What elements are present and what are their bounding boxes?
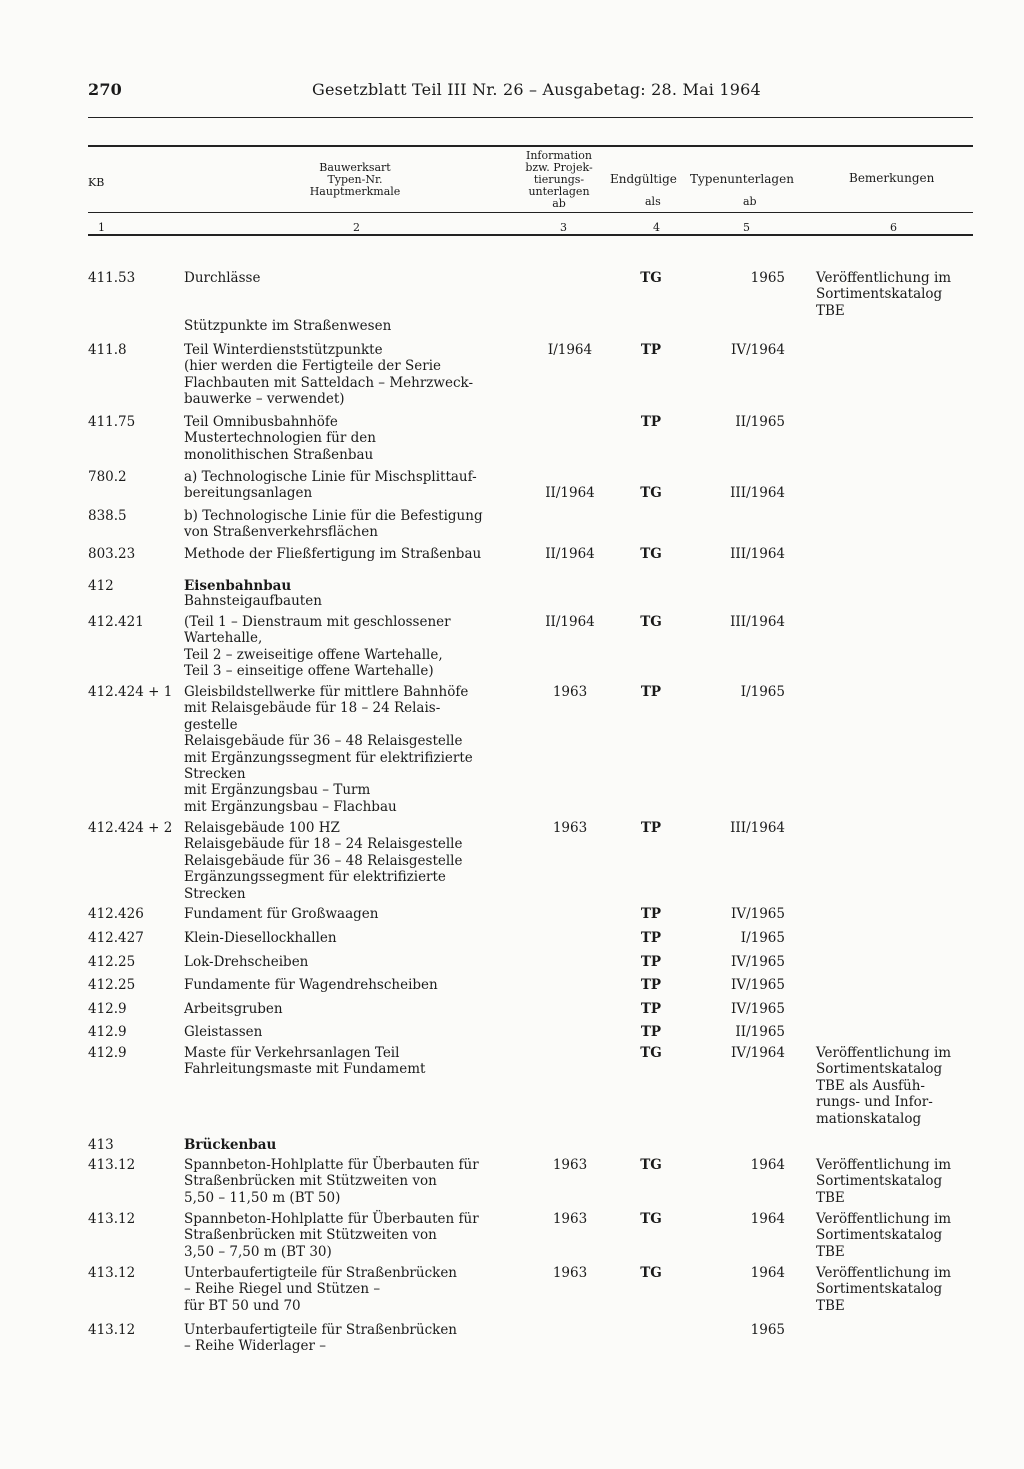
typenunterlagen-als: TP — [640, 954, 662, 970]
description-line: Spannbeton-Hohlplatte für Überbauten für — [184, 1157, 479, 1173]
description-line: Fahrleitungsmaste mit Fundamemt — [184, 1061, 426, 1078]
col-number: 2 — [353, 221, 360, 234]
typenunterlagen-als: TG — [640, 1265, 662, 1281]
kb-code: 411.8 — [88, 342, 127, 358]
description-line: mit Ergänzungssegment für elektrifizierte — [184, 749, 473, 766]
bemerkungen — [816, 1265, 986, 1314]
typenunterlagen-als: TP — [640, 930, 662, 946]
col-head-als: als — [645, 195, 661, 208]
typenunterlagen-ab: III/1964 — [730, 614, 785, 630]
description-line: Eisenbahnbau — [184, 578, 292, 594]
description-line: bauwerke – verwendet) — [184, 391, 345, 408]
bauwerksart-description — [184, 1001, 524, 1017]
column-number-rule — [88, 234, 973, 236]
description-line: a) Technologische Linie für Mischsplittauf- — [184, 469, 477, 485]
bemerkung-line: TBE — [816, 1189, 845, 1206]
kb-code: 780.2 — [88, 469, 127, 485]
bemerkungen — [816, 1157, 986, 1206]
description-line: monolithischen Straßenbau — [184, 446, 374, 463]
typenunterlagen-ab: 1965 — [750, 1322, 785, 1338]
description-line: Flachbauten mit Satteldach – Mehrzweck- — [184, 374, 474, 391]
typenunterlagen-ab: I/1965 — [740, 930, 785, 946]
description-line: mit Relaisgebäude für 18 – 24 Relais- — [184, 700, 441, 717]
bemerkung-line: TBE — [816, 1243, 845, 1260]
typenunterlagen-ab: IV/1965 — [731, 954, 785, 970]
description-line: Ergänzungssegment für elektrifizierte — [184, 869, 446, 886]
bauwerksart-description — [184, 1045, 524, 1078]
description-line: für BT 50 und 70 — [184, 1297, 301, 1314]
typenunterlagen-ab: IV/1964 — [731, 342, 785, 358]
bauwerksart-description — [184, 614, 524, 680]
bemerkung-line: Veröffentlichung im — [816, 1157, 952, 1173]
kb-code: 803.23 — [88, 546, 136, 562]
description-line: Unterbaufertigteile für Straßenbrücken — [184, 1322, 458, 1338]
kb-code: 411.75 — [88, 414, 136, 430]
kb-code: 412.424 + 2 — [88, 820, 173, 836]
typenunterlagen-als: TP — [640, 977, 662, 993]
bemerkung-line: Sortimentskatalog — [816, 1173, 943, 1190]
description-line: Lok-Drehscheiben — [184, 954, 309, 970]
kb-code: 412.424 + 1 — [88, 684, 173, 700]
kb-code: 412.9 — [88, 1045, 127, 1061]
kb-code: 413.12 — [88, 1211, 136, 1227]
kb-code: 412.427 — [88, 930, 144, 946]
description-line: Arbeitsgruben — [184, 1001, 283, 1017]
page-title: Gesetzblatt Teil III Nr. 26 – Ausgabetag: 28. Mai 1964 — [312, 80, 761, 99]
page-number: 270 — [88, 80, 122, 99]
description-line: Teil Omnibusbahnhöfe — [184, 414, 338, 430]
kb-code: 412.421 — [88, 614, 144, 630]
header-rule — [88, 117, 973, 118]
description-line: – Reihe Widerlager – — [184, 1338, 327, 1355]
bemerkung-line: TBE — [816, 1297, 845, 1314]
col-number: 6 — [890, 221, 897, 234]
typenunterlagen-als: TG — [640, 1157, 662, 1173]
col-head-typenunterlagen: Typenunterlagen — [690, 172, 794, 186]
description-line: Straßenbrücken mit Stützweiten von — [184, 1173, 437, 1190]
typenunterlagen-ab: IV/1965 — [731, 1001, 785, 1017]
kb-code: 412.9 — [88, 1024, 127, 1040]
description-line: Gleistassen — [184, 1024, 263, 1040]
typenunterlagen-ab: I/1965 — [740, 684, 785, 700]
bemerkung-line: TBE — [816, 302, 845, 319]
kb-code: 413 — [88, 1137, 114, 1153]
bauwerksart-description — [184, 977, 524, 993]
bauwerksart-description — [184, 508, 524, 541]
kb-code: 412 — [88, 578, 114, 594]
description-line: Maste für Verkehrsanlagen Teil — [184, 1045, 400, 1061]
col-number: 1 — [98, 221, 105, 234]
typenunterlagen-ab: III/1964 — [730, 485, 785, 502]
kb-code: 838.5 — [88, 508, 127, 524]
bauwerksart-description — [184, 1265, 524, 1314]
typenunterlagen-ab: IV/1965 — [731, 977, 785, 993]
bemerkung-line: mationskatalog — [816, 1110, 922, 1127]
bauwerksart-description — [184, 578, 524, 594]
bauwerksart-description — [184, 593, 524, 609]
description-line: Methode der Fließfertigung im Straßenbau — [184, 546, 482, 562]
kb-code: 413.12 — [88, 1265, 136, 1281]
description-line: Straßenbrücken mit Stützweiten von — [184, 1227, 437, 1244]
bemerkung-line: Veröffentlichung im — [816, 1211, 952, 1227]
typenunterlagen-als: TG — [640, 614, 662, 630]
description-line: 3,50 – 7,50 m (BT 30) — [184, 1243, 332, 1260]
bemerkung-line: Sortimentskatalog — [816, 1227, 943, 1244]
bauwerksart-description — [184, 469, 524, 502]
description-line: Bahnsteigaufbauten — [184, 593, 322, 609]
bauwerksart-description — [184, 820, 524, 902]
description-line: Stützpunkte im Straßenwesen — [184, 318, 392, 334]
bauwerksart-description — [184, 684, 524, 815]
typenunterlagen-als: TP — [640, 820, 662, 836]
typenunterlagen-als: TG — [640, 485, 662, 502]
bauwerksart-description — [184, 342, 524, 408]
description-line: Wartehalle, — [184, 630, 263, 647]
bemerkung-line: Veröffentlichung im — [816, 1265, 952, 1281]
information-ab: 1963 — [552, 1265, 588, 1281]
typenunterlagen-ab: II/1965 — [735, 1024, 785, 1040]
description-line: Teil 2 – zweiseitige offene Wartehalle, — [184, 646, 443, 663]
description-line: Teil Winterdienststützpunkte — [184, 342, 383, 358]
bauwerksart-description — [184, 546, 524, 562]
description-line: b) Technologische Linie für die Befestigung — [184, 508, 483, 524]
bauwerksart-description — [184, 1137, 524, 1153]
information-ab: 1963 — [552, 1157, 588, 1173]
col-head-endgueltige: Endgültige — [610, 172, 677, 186]
description-line: bereitungsanlagen — [184, 485, 313, 502]
description-line: Relaisgebäude für 36 – 48 Relaisgestelle — [184, 733, 463, 750]
bauwerksart-description — [184, 1211, 524, 1260]
bemerkung-line: rungs- und Infor- — [816, 1094, 933, 1111]
bemerkungen — [816, 1045, 986, 1127]
information-ab: II/1964 — [545, 546, 595, 562]
description-line: Spannbeton-Hohlplatte für Überbauten für — [184, 1211, 479, 1227]
description-line: Brückenbau — [184, 1137, 277, 1153]
kb-code: 413.12 — [88, 1322, 136, 1338]
typenunterlagen-als: TP — [640, 342, 662, 358]
information-ab: II/1964 — [545, 614, 595, 630]
information-ab: 1963 — [552, 1211, 588, 1227]
description-line: Gleisbildstellwerke für mittlere Bahnhöfe — [184, 684, 469, 700]
typenunterlagen-als: TP — [640, 906, 662, 922]
description-line: (Teil 1 – Dienstraum mit geschlossener — [184, 614, 451, 630]
kb-code: 411.53 — [88, 270, 136, 286]
description-line: Fundament für Großwaagen — [184, 906, 379, 922]
col-head-information: Information bzw. Projek- tierungs- unterlagen ab — [525, 149, 593, 210]
bauwerksart-description — [184, 954, 524, 970]
description-line: Fundamente für Wagendrehscheiben — [184, 977, 438, 993]
bemerkung-line: Sortimentskatalog — [816, 1061, 943, 1078]
information-ab: 1963 — [552, 684, 588, 700]
col-head-kb: KB — [88, 176, 105, 189]
description-line: Strecken — [184, 885, 246, 902]
description-line: Teil 3 – einseitige offene Wartehalle) — [184, 663, 434, 680]
kb-code: 412.426 — [88, 906, 144, 922]
col-number: 3 — [560, 221, 567, 234]
description-line: Relaisgebäude 100 HZ — [184, 820, 340, 836]
description-line: Unterbaufertigteile für Straßenbrücken — [184, 1265, 458, 1281]
description-line: Relaisgebäude für 36 – 48 Relaisgestelle — [184, 852, 463, 869]
typenunterlagen-als: TP — [640, 1024, 662, 1040]
table-top-rule — [88, 145, 973, 147]
bemerkung-line: TBE als Ausfüh- — [816, 1077, 925, 1094]
column-head-rule — [88, 212, 973, 213]
description-line: Mustertechnologien für den — [184, 430, 376, 447]
bemerkungen — [816, 1211, 986, 1260]
description-line: mit Ergänzungsbau – Turm — [184, 782, 371, 799]
typenunterlagen-ab: II/1965 — [735, 414, 785, 430]
bauwerksart-description — [184, 906, 524, 922]
typenunterlagen-ab: 1965 — [750, 270, 785, 286]
typenunterlagen-als: TP — [640, 1001, 662, 1017]
typenunterlagen-als: TG — [640, 546, 662, 562]
bemerkung-line: Sortimentskatalog — [816, 286, 943, 303]
bemerkung-line: Veröffentlichung im — [816, 1045, 952, 1061]
typenunterlagen-als: TP — [640, 414, 662, 430]
typenunterlagen-als: TP — [640, 684, 662, 700]
typenunterlagen-als: TG — [640, 1211, 662, 1227]
kb-code: 412.25 — [88, 954, 136, 970]
bauwerksart-description — [184, 414, 524, 463]
description-line: Klein-Diesellockhallen — [184, 930, 337, 946]
col-number: 4 — [653, 221, 660, 234]
typenunterlagen-ab: 1964 — [750, 1157, 785, 1173]
bauwerksart-description — [184, 270, 524, 286]
information-ab: 1963 — [552, 820, 588, 836]
bauwerksart-description — [184, 1322, 524, 1355]
information-ab: I/1964 — [547, 342, 593, 358]
description-line: Durchlässe — [184, 270, 261, 286]
typenunterlagen-ab: III/1964 — [730, 546, 785, 562]
description-line: Relaisgebäude für 18 – 24 Relaisgestelle — [184, 836, 463, 853]
description-line: mit Ergänzungsbau – Flachbau — [184, 798, 397, 815]
typenunterlagen-ab: IV/1965 — [731, 906, 785, 922]
bauwerksart-description — [184, 318, 524, 334]
typenunterlagen-ab: III/1964 — [730, 820, 785, 836]
bemerkung-line: Veröffentlichung im — [816, 270, 952, 286]
col-head-bauwerksart: Bauwerksart Typen-Nr. Hauptmerkmale — [309, 161, 401, 198]
description-line: 5,50 – 11,50 m (BT 50) — [184, 1189, 341, 1206]
kb-code: 413.12 — [88, 1157, 136, 1173]
typenunterlagen-ab: 1964 — [750, 1265, 785, 1281]
description-line: (hier werden die Fertigteile der Serie — [184, 358, 442, 375]
description-line: gestelle — [184, 716, 238, 733]
bauwerksart-description — [184, 930, 524, 946]
bauwerksart-description — [184, 1024, 524, 1040]
col-number: 5 — [743, 221, 750, 234]
typenunterlagen-als: TG — [640, 1045, 662, 1061]
kb-code: 412.9 — [88, 1001, 127, 1017]
description-line: Strecken — [184, 766, 246, 783]
typenunterlagen-ab: IV/1964 — [731, 1045, 785, 1061]
typenunterlagen-ab: 1964 — [750, 1211, 785, 1227]
col-head-bemerkungen: Bemerkungen — [849, 171, 935, 185]
kb-code: 412.25 — [88, 977, 136, 993]
bemerkung-line: Sortimentskatalog — [816, 1281, 943, 1298]
bemerkungen — [816, 270, 986, 319]
col-head-ab: ab — [743, 195, 757, 208]
description-line: von Straßenverkehrsflächen — [184, 524, 378, 541]
information-ab: II/1964 — [545, 485, 595, 502]
description-line: – Reihe Riegel und Stützen – — [184, 1281, 381, 1298]
typenunterlagen-als: TG — [640, 270, 662, 286]
bauwerksart-description — [184, 1157, 524, 1206]
